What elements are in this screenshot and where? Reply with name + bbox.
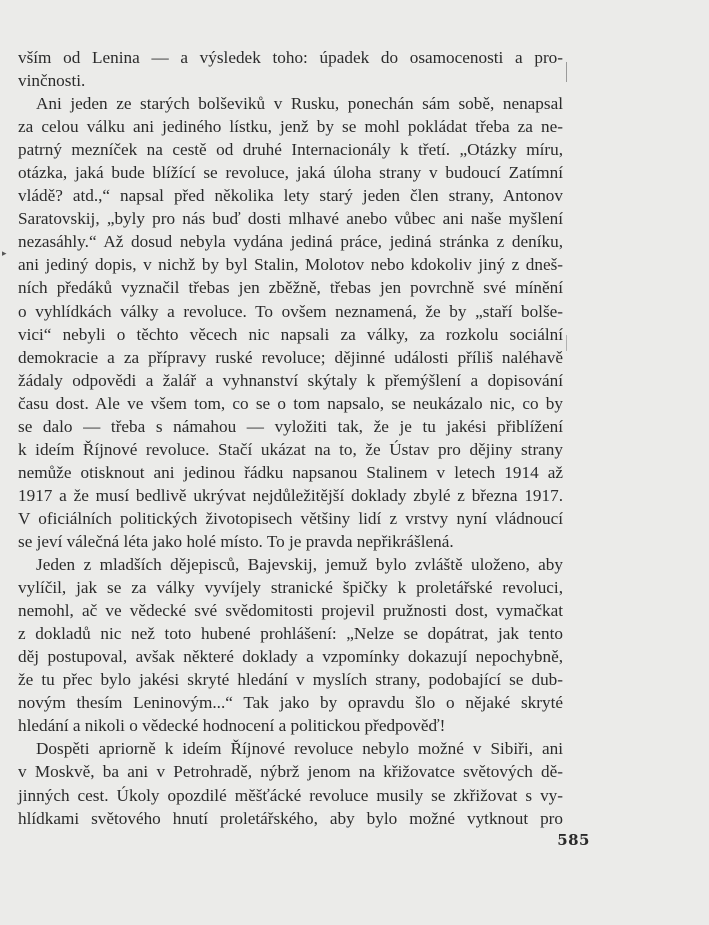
text-line: času dost. Ale ve všem tom, co se o tom napsalo, se neukázalo nic, co by [18,393,563,413]
text-line: vládě? atd.,“ napsal před několika lety starý jeden člen strany, Antonov [18,186,563,206]
text-line: se jeví válečná léta jako holé místo. To je pravda nepřikrášlená. [18,531,454,551]
text-line: vším od Lenina — a výsledek toho: úpadek do osamocenosti a pro- [18,48,563,67]
text-line: za celou válku ani jediného lístku, jenž by se mohl pokládat třeba za ne- [18,117,563,137]
text-line: k ideím Říjnové revoluce. Stačí ukázat na to, že Ústav pro dějiny strany [18,439,563,459]
text-line: ani jediný dopis, v nichž by byl Stalin, Molotov nebo kdokoliv jiný z dneš- [18,255,563,275]
text-line: otázka, jaká bude blížící se revoluce, jaká úloha strany v budoucí Zatímní [18,163,563,183]
text-line: hledání a nikoli o vědecké hodnocení a politickou předpověď! [18,716,446,736]
text-line: nemůže otisknout ani jedinou řádku napsanou Stalinem v letech 1914 až [18,462,563,482]
text-line: jinných cest. Úkoly opozdilé měšťácké revoluce musily se zkřižovat s vy- [18,785,563,805]
text-line: z dokladů nic než toto hubené prohlášení: „Nelze se dopátrat, jak tento [18,624,563,644]
body-text [18,46,563,830]
text-line: Dospěti apriorně k ideím Říjnové revoluce nebylo možné v Sibiři, ani [36,739,563,759]
margin-line-mark [566,62,567,82]
text-line: hlídkami světového hnutí proletářského, aby bylo možné vytknout pro [18,808,563,828]
text-line: demokracie a za přípravy ruské revoluce; dějinné události příliš naléhavě [18,347,563,367]
text-line: vylíčil, jak se za války vyvíjely stranické špičky k proletářské revoluci, [18,578,563,598]
text-line: o vyhlídkách války a revoluce. To ovšem neznamená, že by „staří bolše- [18,301,563,321]
text-line: že tu přec bylo jakési skryté hledání v myslích strany, podobající se dub- [18,670,563,690]
text-line: V oficiálních politických životopisech většiny lidí z vrstvy nyní vládnoucí [18,508,563,528]
text-line: novým thesím Leninovým...“ Tak jako by opravdu šlo o nějaké skryté [18,693,563,713]
text-line: v Moskvě, ba ani v Petrohradě, nýbrž jenom na křižovatce světových dě- [18,762,563,782]
text-line: žádaly odpovědi a žalář a vyhnanství skýtaly k přemýšlení a dopisování [18,370,563,390]
text-line: Ani jeden ze starých bolševiků v Rusku, ponechán sám sobě, nenapsal [36,94,563,114]
text-line: nemohl, ač ve vědecké své svědomitosti projevil pružnosti dost, vymačkat [18,601,563,621]
text-line: Jeden z mladších dějepisců, Bajevskij, jemuž bylo zvláště uloženo, aby [36,555,563,575]
text-line: vici“ nebyli o těchto věcech nic napsali za války, za rozkolu sociální [18,324,563,344]
text-line: ních předáků vyznačil třebas jen zběžně, třebas jen povrchně své mínění [18,278,563,298]
text-line: 1917 a že musí bedlivě ukrývat nejdůležitější doklady zbylé z března 1917. [18,485,563,505]
page-number: 585 [557,831,590,849]
text-line: patrný mezníček na cestě od druhé Internacionály k třetí. „Otázky míru, [18,140,563,160]
text-line: se dalo — třeba s námahou — vyložiti tak, že je tu jakési přiblížení [18,416,563,436]
text-line: nezasáhly.“ Až dosud nebyla vydána jediná práce, jediná stránka z deníku, [18,232,563,252]
text-line: Saratovskij, „byly pro nás buď dosti mlhavé anebo vůbec ani naše myšlení [18,209,563,229]
text-line: vinčnosti. [18,71,86,91]
margin-pencil-mark-icon: ▸ [2,249,7,259]
text-line: děj postupoval, avšak některé doklady a vzpomínky dokazují nepochybně, [18,647,563,667]
margin-line-mark [566,335,567,351]
